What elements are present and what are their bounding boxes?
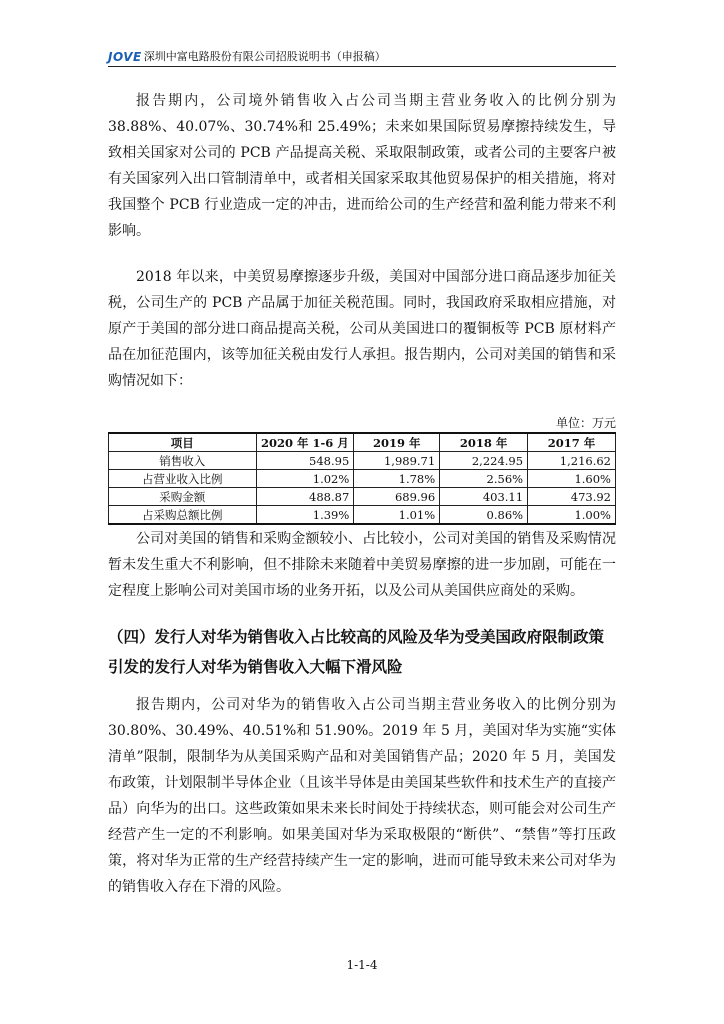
- table-cell: 1.02%: [256, 470, 354, 488]
- page-header: [108, 46, 616, 67]
- table-cell: 1.00%: [528, 506, 616, 525]
- table-cell: 2,224.95: [440, 452, 528, 470]
- table-cell: 548.95: [256, 452, 354, 470]
- table-row: [109, 452, 616, 470]
- us-sales-purchase-table: [108, 432, 616, 525]
- table-cell: 2.56%: [440, 470, 528, 488]
- table-cell: 0.86%: [440, 506, 528, 525]
- document-title: 深圳中富电路股份有限公司招股说明书（申报稿）: [143, 50, 386, 63]
- row-label: 占营业收入比例: [109, 470, 257, 488]
- section-heading: （四）发行人对华为销售收入占比较高的风险及华为受美国政府限制政策引发的发行人对华为销售收入大幅下滑风险: [108, 628, 605, 676]
- paragraph-trade-friction: 2018 年以来，中美贸易摩擦逐步升级，美国对中国部分进口商品逐步加征关税，公司生产的 PCB 产品属于加征关税范围。同时，我国政府采取相应措施，对原产于美国的部分进口商品提高关税，公司从美国进口的覆铜板等 PCB 原材料产品在加征范围内，该等加征关税由发行人承担。报告期内，公司对美国的销售和采购情况如下：: [108, 269, 616, 389]
- column-header: 2019 年: [354, 433, 440, 452]
- table-cell: 1.01%: [354, 506, 440, 525]
- table-unit: 单位：万元: [555, 416, 616, 430]
- table-header-row: [109, 433, 616, 452]
- paragraph-overseas-sales: 报告期内，公司境外销售收入占公司当期主营业务收入的比例分别为 38.88%、40.07%、30.74%和 25.49%；未来如果国际贸易摩擦持续发生，导致相关国家对公司的 PCB 产品提高关税、采取限制政策，或者公司的主要客户被有关国家列入出口管制清单中，或者相关国家采取其他贸易保护的相关措施，将对我国整个 PCB 行业造成一定的冲击，进而给公司的生产经营和盈利能力带来不利影响。: [108, 93, 616, 239]
- table-row: [109, 506, 616, 525]
- column-header: 2018 年: [440, 433, 528, 452]
- company-logo: JOVE: [108, 50, 142, 64]
- page-number: 1-1-4: [346, 958, 378, 972]
- paragraph-huawei-risk: 报告期内，公司对华为的销售收入占公司当期主营业务收入的比例分别为 30.80%、30.49%、40.51%和 51.90%。2019 年 5 月，美国对华为实施“实体清单”限制，限制华为从美国采购产品和对美国销售产品；2020 年 5 月，美国发布政策，计划限制半导体企业（且该半导体是由美国某些软件和技术生产的直接产品）向华为的出口。这些政策如果未来长时间处于持续状态，则可能会对公司生产经营产生一定的不利影响。如果美国对华为采取极限的“断供”、“禁售”等打压政策，将对华为正常的生产经营持续产生一定的影响，进而可能导致未来公司对华为的销售收入存在下滑的风险。: [108, 697, 616, 895]
- table-cell: 488.87: [256, 488, 354, 506]
- paragraph-us-impact: 公司对美国的销售和采购金额较小、占比较小，公司对美国的销售及采购情况暂未发生重大不利影响，但不排除未来随着中美贸易摩擦的进一步加剧，可能在一定程度上影响公司对美国市场的业务开拓，以及公司从美国供应商处的采购。: [108, 531, 616, 599]
- column-header: 项目: [109, 433, 257, 452]
- row-label: 占采购总额比例: [109, 506, 257, 525]
- table-cell: 1.39%: [256, 506, 354, 525]
- table-row: [109, 488, 616, 506]
- table-cell: 473.92: [528, 488, 616, 506]
- column-header: 2020 年 1-6 月: [256, 433, 354, 452]
- table-cell: 1,989.71: [354, 452, 440, 470]
- table-cell: 403.11: [440, 488, 528, 506]
- table-cell: 1,216.62: [528, 452, 616, 470]
- row-label: 销售收入: [109, 452, 257, 470]
- table-cell: 689.96: [354, 488, 440, 506]
- table-cell: 1.78%: [354, 470, 440, 488]
- column-header: 2017 年: [528, 433, 616, 452]
- table-cell: 1.60%: [528, 470, 616, 488]
- row-label: 采购金额: [109, 488, 257, 506]
- table-row: [109, 470, 616, 488]
